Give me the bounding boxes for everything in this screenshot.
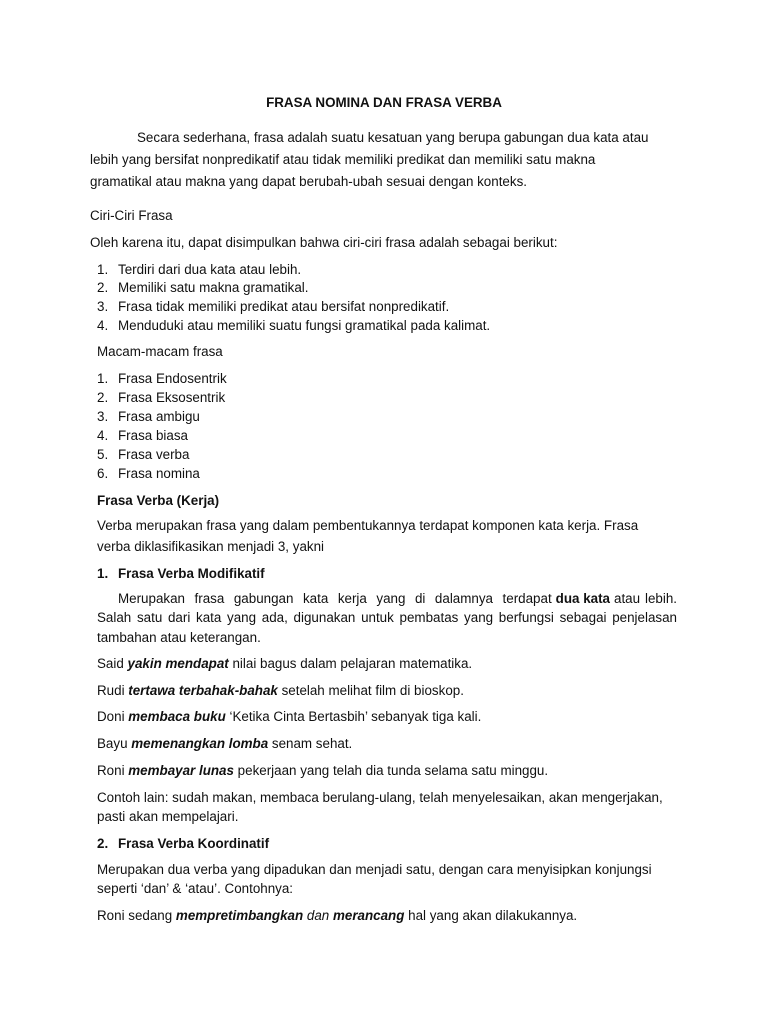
- list-item-number: 2.: [97, 390, 109, 405]
- example-text: Roni sedang: [97, 908, 176, 923]
- koordinatif-heading: Frasa Verba Koordinatif: [118, 836, 270, 851]
- example-phrase: merancang: [332, 908, 405, 923]
- example-phrase: membayar lunas: [128, 763, 234, 778]
- verba-desc-1: Verba merupakan frasa yang dalam pembentukannya terdapat komponen kata kerja. Frasa: [97, 518, 639, 533]
- list-item: Menduduki atau memiliki suatu fungsi gramatikal pada kalimat.: [118, 318, 491, 333]
- list-item-number: 4.: [97, 318, 109, 333]
- list-item: Frasa tidak memiliki predikat atau bersifat nonpredikatif.: [118, 299, 450, 314]
- modifikatif-p1-text: Merupakan frasa gabungan kata kerja yang di dalamnya terdapat: [118, 591, 552, 606]
- verba-desc-2: verba diklasifikasikan menjadi 3, yakni: [97, 539, 325, 554]
- modifikatif-p1-tail: atau lebih.: [614, 591, 677, 606]
- list-item-number: 5.: [97, 447, 109, 462]
- example-text: Roni: [97, 763, 129, 778]
- page-title: FRASA NOMINA DAN FRASA VERBA: [266, 95, 502, 110]
- modifikatif-p2: Salah satu dari kata yang ada, digunakan untuk pembatas yang berfungsi sebagai penjelasan: [97, 610, 677, 625]
- list-item: Frasa ambigu: [118, 409, 200, 424]
- example-sentence: [97, 656, 472, 671]
- example-text: Doni: [97, 709, 129, 724]
- example-sentence: [97, 709, 481, 724]
- list-item: Frasa biasa: [118, 428, 188, 443]
- list-item-number: 3.: [97, 299, 109, 314]
- list-item-number: 2.: [97, 280, 109, 295]
- example-text: Bayu: [97, 736, 132, 751]
- example-text: nilai bagus dalam pelajaran matematika.: [228, 656, 473, 671]
- example-phrase: memenangkan lomba: [131, 736, 269, 751]
- example-text: ‘Ketika Cinta Bertasbih’ sebanyak tiga kali.: [225, 709, 482, 724]
- list-item: Frasa Eksosentrik: [118, 390, 226, 405]
- list-item: Terdiri dari dua kata atau lebih.: [118, 262, 302, 277]
- list-item-number: 4.: [97, 428, 109, 443]
- ciri-lead: Oleh karena itu, dapat disimpulkan bahwa ciri-ciri frasa adalah sebagai berikut:: [90, 235, 558, 250]
- example-text: Said: [97, 656, 128, 671]
- modifikatif-heading: Frasa Verba Modifikatif: [118, 566, 265, 581]
- intro-line-2: lebih yang bersifat nonpredikatif atau tidak memiliki predikat dan memiliki satu makna: [90, 152, 596, 167]
- other-examples-2: pasti akan mempelajari.: [97, 809, 239, 824]
- example-text: senam sehat.: [268, 736, 353, 751]
- list-item: Frasa nomina: [118, 466, 200, 481]
- modifikatif-p1-bold: dua kata: [555, 591, 610, 606]
- modifikatif-p3: tambahan atau keterangan.: [97, 630, 261, 645]
- list-item-number: 3.: [97, 409, 109, 424]
- example-phrase: mempretimbangkan: [175, 908, 304, 923]
- section-number: 1.: [97, 566, 109, 581]
- example-text: setelah melihat film di bioskop.: [277, 683, 464, 698]
- example-text: pekerjaan yang telah dia tunda selama satu minggu.: [233, 763, 549, 778]
- example-sentence: [97, 736, 352, 751]
- verba-heading: Frasa Verba (Kerja): [97, 493, 220, 508]
- list-item-number: 1.: [97, 371, 109, 386]
- example-text: hal yang akan dilakukannya.: [404, 908, 578, 923]
- list-item-number: 1.: [97, 262, 109, 277]
- list-item: Frasa verba: [118, 447, 190, 462]
- example-phrase: yakin mendapat: [127, 656, 229, 671]
- macam-heading: Macam-macam frasa: [97, 344, 223, 359]
- koordinatif-p2: seperti ‘dan’ & ‘atau’. Contohnya:: [97, 881, 294, 896]
- list-item: Memiliki satu makna gramatikal.: [118, 280, 309, 295]
- example-sentence: [97, 683, 464, 698]
- example-sentence: [97, 908, 577, 923]
- example-phrase: membaca buku: [128, 709, 226, 724]
- other-examples-1: Contoh lain: sudah makan, membaca berulang-ulang, telah menyelesaikan, akan mengerjakan,: [97, 790, 663, 805]
- example-text: Rudi: [97, 683, 129, 698]
- modifikatif-p1: [118, 591, 677, 606]
- list-item-number: 6.: [97, 466, 109, 481]
- intro-line-1: Secara sederhana, frasa adalah suatu kesatuan yang berupa gabungan dua kata atau: [137, 130, 649, 145]
- ciri-heading: Ciri-Ciri Frasa: [90, 208, 173, 223]
- intro-line-3: gramatikal atau makna yang dapat berubah-ubah sesuai dengan konteks.: [90, 174, 527, 189]
- example-conjunction: dan: [303, 908, 333, 923]
- koordinatif-p1: Merupakan dua verba yang dipadukan dan menjadi satu, dengan cara menyisipkan konjungsi: [97, 862, 652, 877]
- example-phrase: tertawa terbahak-bahak: [128, 683, 278, 698]
- list-item: Frasa Endosentrik: [118, 371, 227, 386]
- section-number: 2.: [97, 836, 109, 851]
- example-sentence: [97, 763, 548, 778]
